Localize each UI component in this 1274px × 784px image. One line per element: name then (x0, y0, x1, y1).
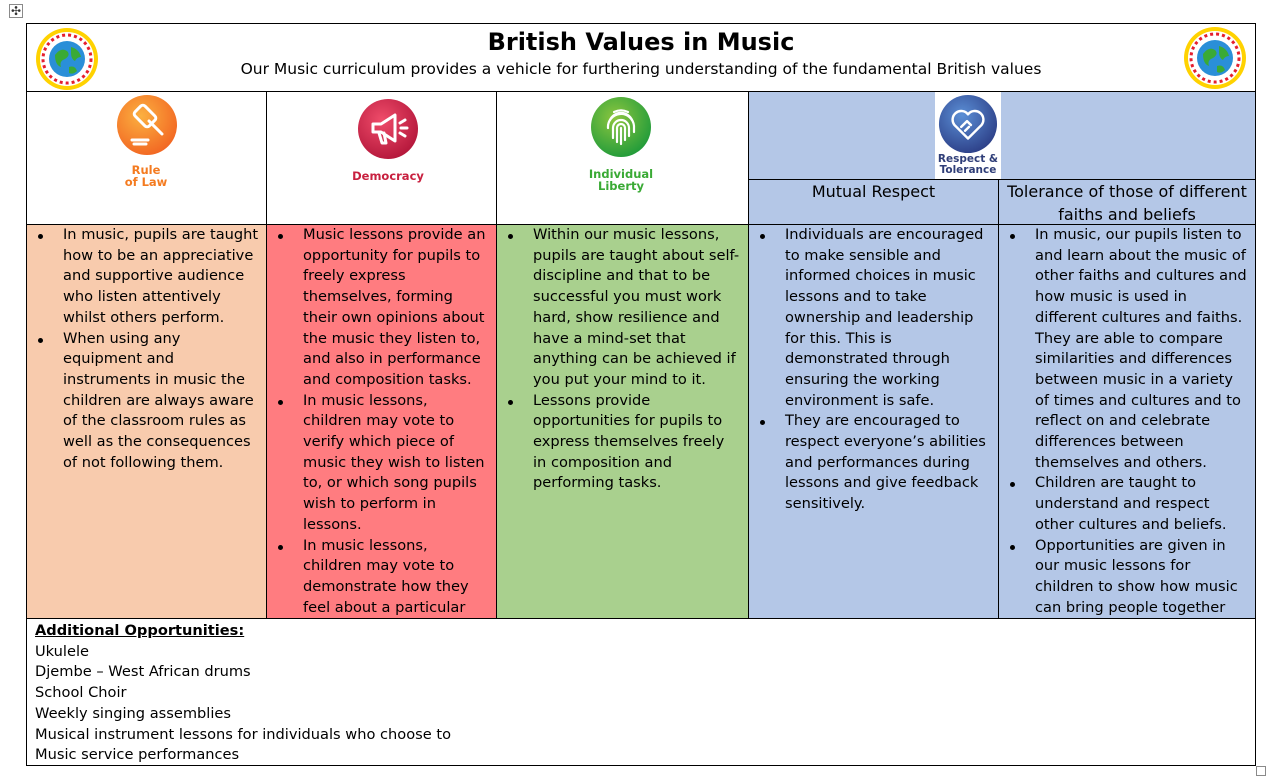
list-item: Music service performances (35, 746, 240, 764)
individual-liberty-column (496, 224, 749, 619)
democracy-column (266, 224, 497, 619)
respect-tolerance-header (748, 91, 1256, 180)
respect-tolerance-label: Respect & Tolerance (937, 153, 999, 176)
democracy-tile (345, 92, 431, 188)
mutual-respect-column (748, 224, 999, 619)
list-item: School Choir (35, 684, 127, 702)
tolerance-column (998, 224, 1256, 619)
individual-liberty-tile (587, 92, 655, 196)
list-item: Individuals are encouraged to make sensible and informed choices in music lessons and to take ownership and leadership for this. This is demonstrated through ensuring the working environment is safe. (749, 225, 992, 411)
list-item: They are encouraged to respect everyone’s abilities and performances during lessons and give feedback sensitively. (749, 411, 992, 515)
list-item: In music lessons, children may vote to demonstrate how they feel about a particular (267, 536, 490, 640)
rule-of-law-column (26, 224, 267, 619)
list-item: Opportunities are given in our music lessons for children to show how music can bring people together (999, 536, 1249, 660)
list-item: In music, our pupils listen to and learn about the music of other faiths and cultures and how music is used in different cultures and faiths. They are able to compare similarities and differences between music in a variety of times and cultures and to reflect on and celebrate differences between themselves and others. (999, 225, 1249, 473)
democracy-label: Democracy (352, 169, 424, 183)
list-item: In music lessons, children may vote to verify which piece of music they wish to listen to, or which song pupils wish to perform in lessons. (267, 391, 490, 536)
list-item: Ukulele (35, 642, 89, 660)
gavel-icon (116, 94, 178, 156)
tolerance-heading: Tolerance of those of different faiths and beliefs (998, 179, 1256, 225)
heart-handshake-icon (938, 94, 998, 154)
individual-liberty-label: Individual Liberty (588, 167, 654, 193)
rule-of-law-header (26, 91, 267, 225)
page-subtitle: Our Music curriculum provides a vehicle for furthering understanding of the fundamental British values (240, 60, 1042, 78)
list-item: In music, pupils are taught how to be an appreciative and supportive audience who listen attentively whilst others perform. (27, 225, 260, 329)
title-row (26, 23, 1256, 92)
page-title: British Values in Music (487, 28, 795, 56)
list-item: When using any equipment and instruments in music the children are always aware of the classroom rules as well as the consequences of not following them. (27, 329, 260, 474)
list-item: Musical instrument lessons for individuals who choose to (35, 725, 452, 743)
school-globe-logo-icon (1183, 26, 1247, 90)
additional-opportunities-heading: Additional Opportunities: (35, 622, 245, 639)
list-item: Djembe – West African drums (35, 663, 251, 681)
individual-liberty-header (496, 91, 749, 225)
megaphone-icon (357, 98, 419, 160)
respect-tolerance-tile (935, 92, 1001, 179)
table-move-handle[interactable]: ✣ (10, 4, 22, 18)
rule-of-law-tile (113, 92, 179, 188)
rule-of-law-label: Rule of Law (124, 163, 168, 189)
additional-opportunities (26, 618, 1256, 766)
list-item: Within our music lessons, pupils are taught about self-discipline and that to be successful you must work hard, show resilience and have a mind-set that anything can be achieved if you put your mind to it. (497, 225, 742, 391)
fingerprint-icon (590, 96, 652, 158)
list-item: Weekly singing assemblies (35, 704, 231, 722)
list-item: Music lessons provide an opportunity for pupils to freely express themselves, forming their own opinions about the music they listen to, and also in performance and composition tasks. (267, 225, 490, 391)
democracy-header (266, 91, 497, 225)
list-item: Children are taught to understand and respect other cultures and beliefs. (999, 473, 1249, 535)
table-resize-handle[interactable] (1256, 766, 1266, 776)
mutual-respect-heading: Mutual Respect (748, 179, 999, 225)
list-item: Lessons provide opportunities for pupils to express themselves freely in composition and performing tasks. (497, 391, 742, 495)
